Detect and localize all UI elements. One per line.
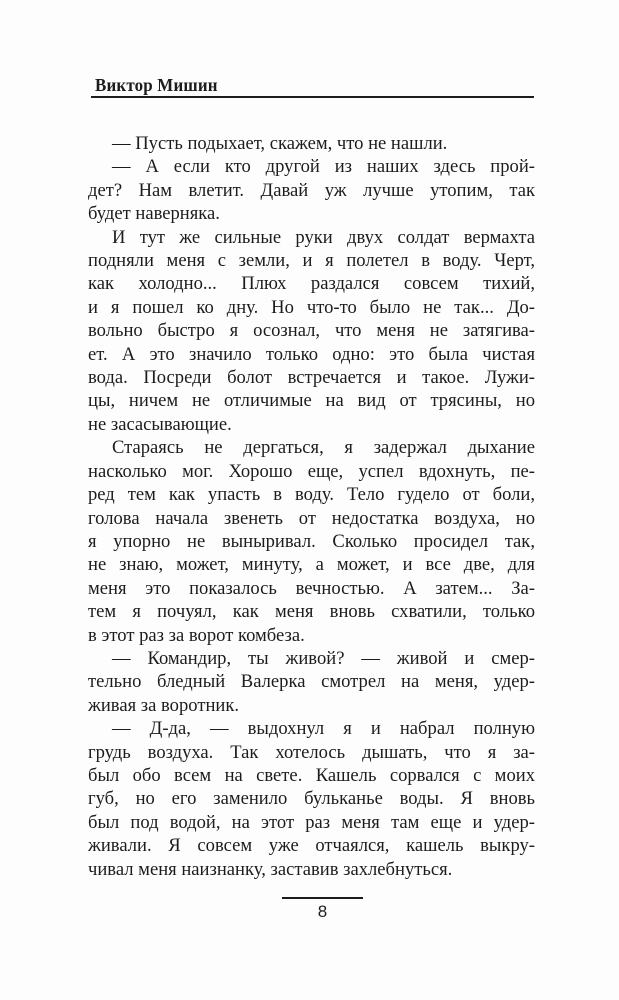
text-line: не засасывающие. — [88, 413, 232, 435]
text-line: был под водой, на этот раз меня там еще и удер- — [88, 811, 535, 833]
running-header-author: Виктор Мишин — [95, 75, 218, 95]
text-line: — Д-да, — выдохнул я и набрал полную — [112, 718, 535, 740]
text-line: тем я почуял, как меня вновь схватили, только — [88, 601, 535, 623]
text-line: будет наверняка. — [88, 203, 220, 225]
text-line: И тут же сильные руки двух солдат вермахта — [112, 226, 535, 248]
text-line: цы, ничем не отличимые на вид от трясины, но — [88, 390, 535, 412]
text-line: вольно быстро я осознал, что меня не затягива- — [88, 320, 535, 342]
text-line: грудь воздуха. Так хотелось дышать, что я за- — [88, 741, 535, 763]
text-line: — А если кто другой из наших здесь прой- — [112, 156, 535, 178]
text-line: как холодно... Плюх раздался совсем тихий, — [88, 273, 535, 295]
text-line: я упорно не выныривал. Сколько просидел так, — [88, 530, 535, 552]
text-line: и я пошел ко дну. Но что-то было не так... До- — [88, 296, 535, 318]
text-line: тельно бледный Валерка смотрел на меня, удер- — [88, 671, 535, 693]
text-line: был обо всем на свете. Кашель сорвался с моих — [88, 764, 535, 786]
footer-rule — [282, 897, 363, 899]
page-number: 8 — [317, 902, 328, 921]
text-line: дет? Нам влетит. Давай уж лучше утопим, так — [88, 179, 535, 201]
text-line: живали. Я совсем уже отчаялся, кашель выкру- — [88, 835, 535, 857]
text-line: чивал меня наизнанку, заставив захлебнуться. — [88, 858, 453, 880]
text-line: ет. А это значило только одно: это была чистая — [88, 343, 535, 365]
text-line: — Пусть подыхает, скажем, что не нашли. — [112, 133, 448, 154]
body-text — [88, 132, 535, 881]
text-line: подняли меня с земли, и я полетел в воду. Черт, — [88, 250, 535, 272]
text-line: живая за воротник. — [88, 694, 240, 716]
text-line: насколько мог. Хорошо еще, успел вдохнуть, пе- — [88, 460, 535, 482]
text-line: голова начала звенеть от недостатка воздуха, но — [88, 507, 535, 529]
text-line: — Командир, ты живой? — живой и смер- — [112, 647, 535, 669]
text-line: ред тем как упасть в воду. Тело гудело от боли, — [88, 484, 535, 506]
text-line: в этот раз за ворот комбеза. — [88, 624, 305, 646]
header-rule — [91, 96, 534, 98]
text-line: меня это показалось вечностью. А затем... За- — [88, 577, 535, 599]
text-line: Стараясь не дергаться, я задержал дыхание — [112, 437, 535, 459]
text-line: вода. Посреди болот встречается и такое. Лужи- — [88, 367, 535, 389]
text-line: не знаю, может, минуту, а может, и все две, для — [88, 554, 535, 576]
text-line: губ, но его заменило бульканье воды. Я вновь — [88, 788, 535, 810]
